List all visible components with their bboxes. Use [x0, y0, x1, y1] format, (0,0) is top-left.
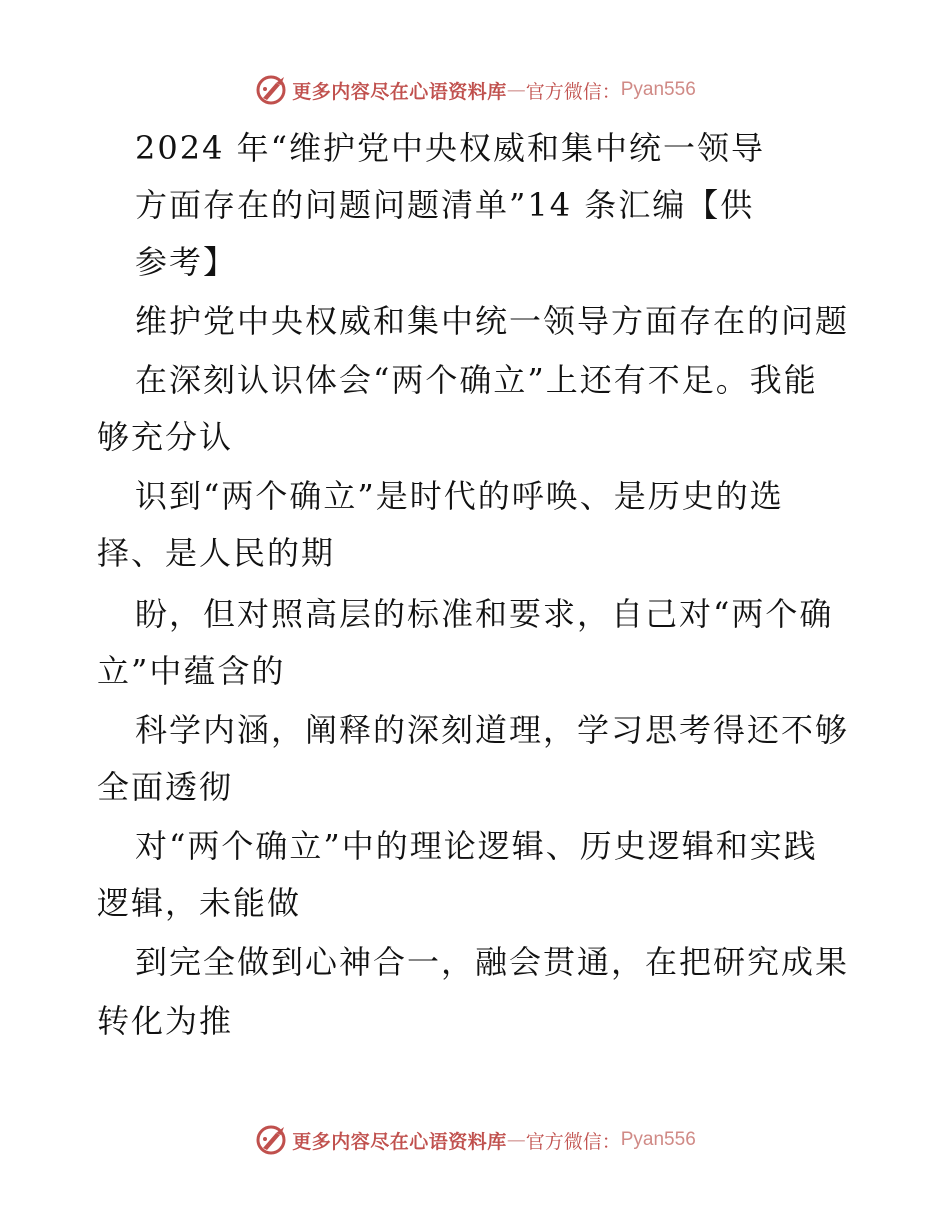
paragraph-line: 立”中蕴含的	[97, 652, 286, 690]
quill-logo-icon	[254, 1123, 288, 1157]
footer-banner	[0, 1120, 950, 1160]
paragraph-line: 转化为推	[97, 1002, 234, 1040]
paragraph-line: 科学内涵，阐释的深刻道理，学习思考得还不够	[135, 711, 850, 749]
footer-separator: —	[506, 1129, 526, 1151]
banner-official-label: 官方微信：	[525, 80, 621, 103]
paragraph-line: 全面透彻	[97, 768, 234, 806]
banner-wechat-id: Pyan556	[620, 79, 696, 100]
section-heading: 维护党中央权威和集中统一领导方面存在的问题	[135, 302, 850, 340]
banner-separator: —	[506, 79, 526, 101]
paragraph-line: 盼，但对照高层的标准和要求，自己对“两个确	[135, 595, 834, 633]
paragraph-line: 够充分认	[97, 418, 234, 456]
footer-wechat-id: Pyan556	[620, 1129, 696, 1150]
paragraph-line: 在深刻认识体会“两个确立”上还有不足。我能	[135, 361, 818, 399]
document-title-line-1: 2024 年“维护党中央权威和集中统一领导	[135, 129, 765, 167]
footer-brand-text: 更多内容尽在心语资料库	[292, 1130, 507, 1153]
document-title-line-2: 方面存在的问题问题清单”14 条汇编【供	[135, 186, 755, 224]
footer-official-label: 官方微信：	[525, 1130, 621, 1153]
paragraph-line: 逻辑，未能做	[97, 884, 302, 922]
paragraph-line: 择、是人民的期	[97, 534, 336, 572]
document-title-line-3: 参考】	[135, 243, 238, 281]
paragraph-line: 到完全做到心神合一，融会贯通，在把研究成果	[135, 943, 850, 981]
paragraph-line: 识到“两个确立”是时代的呼唤、是历史的选	[135, 477, 784, 515]
paragraph-line: 对“两个确立”中的理论逻辑、历史逻辑和实践	[135, 827, 818, 865]
banner-brand-text: 更多内容尽在心语资料库	[292, 80, 507, 103]
